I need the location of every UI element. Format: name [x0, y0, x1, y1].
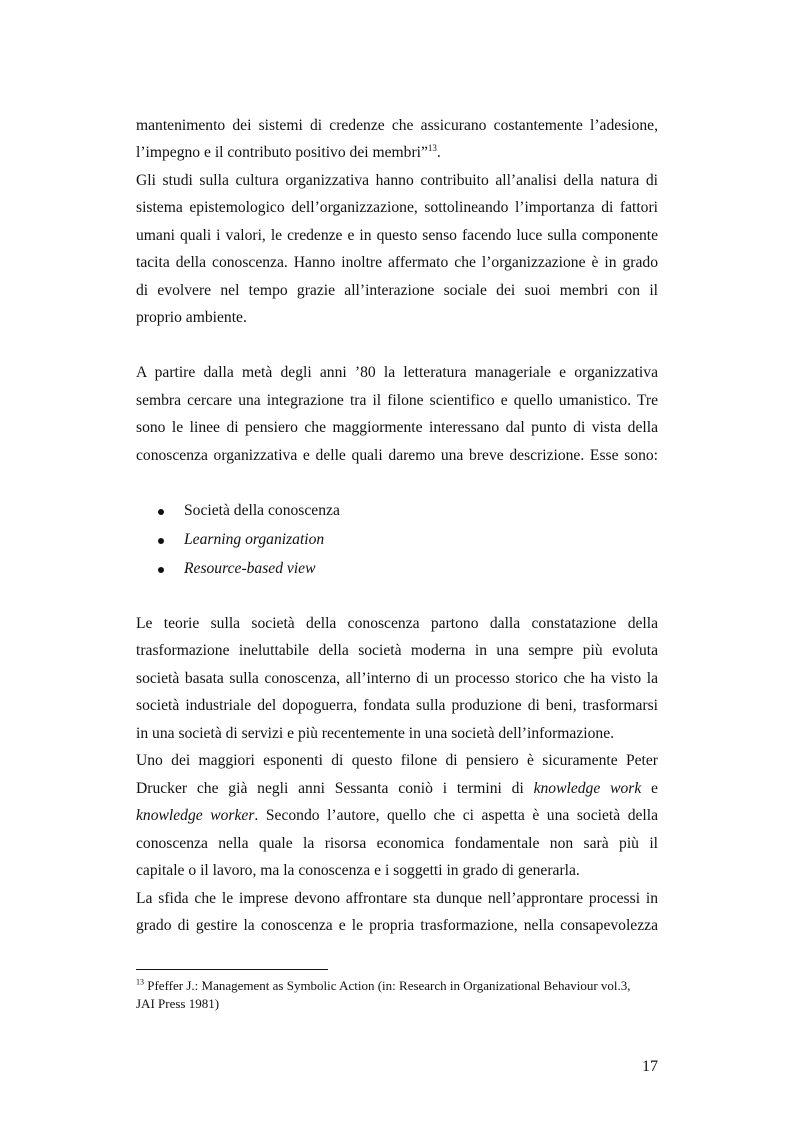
page-number: 17 [642, 1058, 658, 1075]
paragraph-2-line-2: sistema epistemologico dell’organizzazione, sottolineando l’importanza di fattori [136, 199, 658, 216]
paragraph-4-line-1: Le teorie sulla società della conoscenza partono dalla constatazione della [136, 615, 658, 632]
paragraph-2-line-1: Gli studi sulla cultura organizzativa hanno contribuito all’analisi della natura di [136, 172, 658, 189]
paragraph-2-line-6: proprio ambiente. [136, 309, 247, 326]
paragraph-4-line-3: società basata sulla conoscenza, all’interno di un processo storico che ha visto la [136, 670, 658, 687]
paragraph-5-line-2: Drucker che già negli anni Sessanta coniò i termini di knowledge work e [136, 780, 658, 797]
bullet-icon [158, 538, 164, 544]
bullet-icon [158, 509, 164, 515]
footnote-line-1: $^{13}$ Pfeffer J.: Management as Symbolic Action (in: Research in Organizational Behaviour vol.3, [136, 977, 631, 993]
paragraph-5-line-5: capitale o il lavoro, ma la conoscenza e i soggetti in grado di generarla. [136, 862, 580, 879]
paragraph-3-line-3: sono le linee di pensiero che maggiormente interessano dal punto di vista della [136, 419, 658, 436]
bullet-icon [158, 567, 164, 573]
paragraph-6-line-1: La sfida che le imprese devono affrontare sta dunque nell’approntare processi in [136, 890, 658, 907]
paragraph-1-line-1: mantenimento dei sistemi di credenze che assicurano costantemente l’adesione, [136, 117, 658, 134]
paragraph-1-line-2: l’impegno e il contributo positivo dei membri”$^{13}$. [136, 142, 441, 161]
paragraph-4-line-5: in una società di servizi e più recentemente in una società dell’informazione. [136, 725, 615, 742]
paragraph-5-line-4: conoscenza nella quale la risorsa economica fondamentale non sarà più il [136, 835, 658, 852]
paragraph-2-line-4: tacita della conoscenza. Hanno inoltre affermato che l’organizzazione è in grado [136, 254, 658, 271]
footnote-line-2: JAI Press 1981) [136, 996, 220, 1011]
paragraph-3-line-4: conoscenza organizzativa e delle quali daremo una breve descrizione. Esse sono: [136, 447, 658, 464]
paragraph-4-line-4: società industriale del dopoguerra, fondata sulla produzione di beni, trasformarsi [136, 697, 658, 714]
paragraph-5-line-1: Uno dei maggiori esponenti di questo filone di pensiero è sicuramente Peter [136, 752, 658, 769]
paragraph-2-line-3: umani quali i valori, le credenze e in questo senso facendo luce sulla componente [136, 227, 658, 244]
paragraph-6-line-2: grado di gestire la conoscenza e le propria trasformazione, nella consapevolezza [136, 917, 658, 934]
footnote-separator [136, 969, 328, 970]
document-page: mantenimento dei sistemi di credenze che assicurano costantemente l’adesione, l’impegno e il contributo positivo dei membri”$^{13}$. Gli studi sulla cultura organizzativa hanno contribuito all’analisi della natura di sistema epistemologico dell’organizzazione, sottolineando l’importanza di fattori umani quali i valori, le credenze e in questo senso facendo luce sulla componente tacita della conoscenza. Hanno inoltre affermato che l’organizzazione è in grado di evolvere nel tempo grazie all’interazione sociale dei suoi membri con il proprio ambiente. A partire dalla metà degli anni ’80 la letteratura manageriale e organizzativa sembra cercare una integrazione tra il filone scientifico e quello umanistico. Tre sono le linee di pensiero che maggiormente interessano dal punto di vista della conoscenza organizzativa e delle quali daremo una breve descrizione. Esse sono: Società della conoscenza Learning organization Resource-based view Le teorie sulla società della conoscenza partono dalla constatazione della trasformazione ineluttabile della società moderna in una sempre più evoluta società basata sulla conoscenza, all’interno di un processo storico che ha visto la società industriale del dopoguerra, fondata sulla produzione di beni, trasformarsi in una società di servizi e più recentemente in una società dell’informazione. Uno dei maggiori esponenti di questo filone di pensiero è sicuramente Peter Drucker che già negli anni Sessanta coniò i termini di knowledge work e knowledge worker. Secondo l’autore, quello che ci aspetta è una società della conoscenza nella quale la risorsa economica fondamentale non sarà più il capitale o il lavoro, ma la conoscenza e i soggetti in grado di generarla. La sfida che le imprese devono affrontare sta dunque nell’approntare processi in grado di gestire la conoscenza e le propria trasformazione, nella consapevolezza $^{13}$ Pfeffer J.: Management as Symbolic Action (in: Research in Organizational Behaviour vol.3, JAI Press 1981) 17 [136, 117, 658, 1075]
paragraph-3-line-1: A partire dalla metà degli anni ’80 la letteratura manageriale e organizzativa [136, 364, 658, 381]
paragraph-4-line-2: trasformazione ineluttabile della società moderna in una sempre più evoluta [136, 642, 658, 659]
paragraph-3-line-2: sembra cercare una integrazione tra il filone scientifico e quello umanistico. Tre [136, 392, 658, 409]
paragraph-5-line-3: knowledge worker. Secondo l’autore, quello che ci aspetta è una società della [136, 807, 658, 824]
paragraph-2-line-5: di evolvere nel tempo grazie all’interazione sociale dei suoi membri con il [136, 282, 658, 299]
footnote-reference[interactable]: 13 [427, 142, 437, 153]
